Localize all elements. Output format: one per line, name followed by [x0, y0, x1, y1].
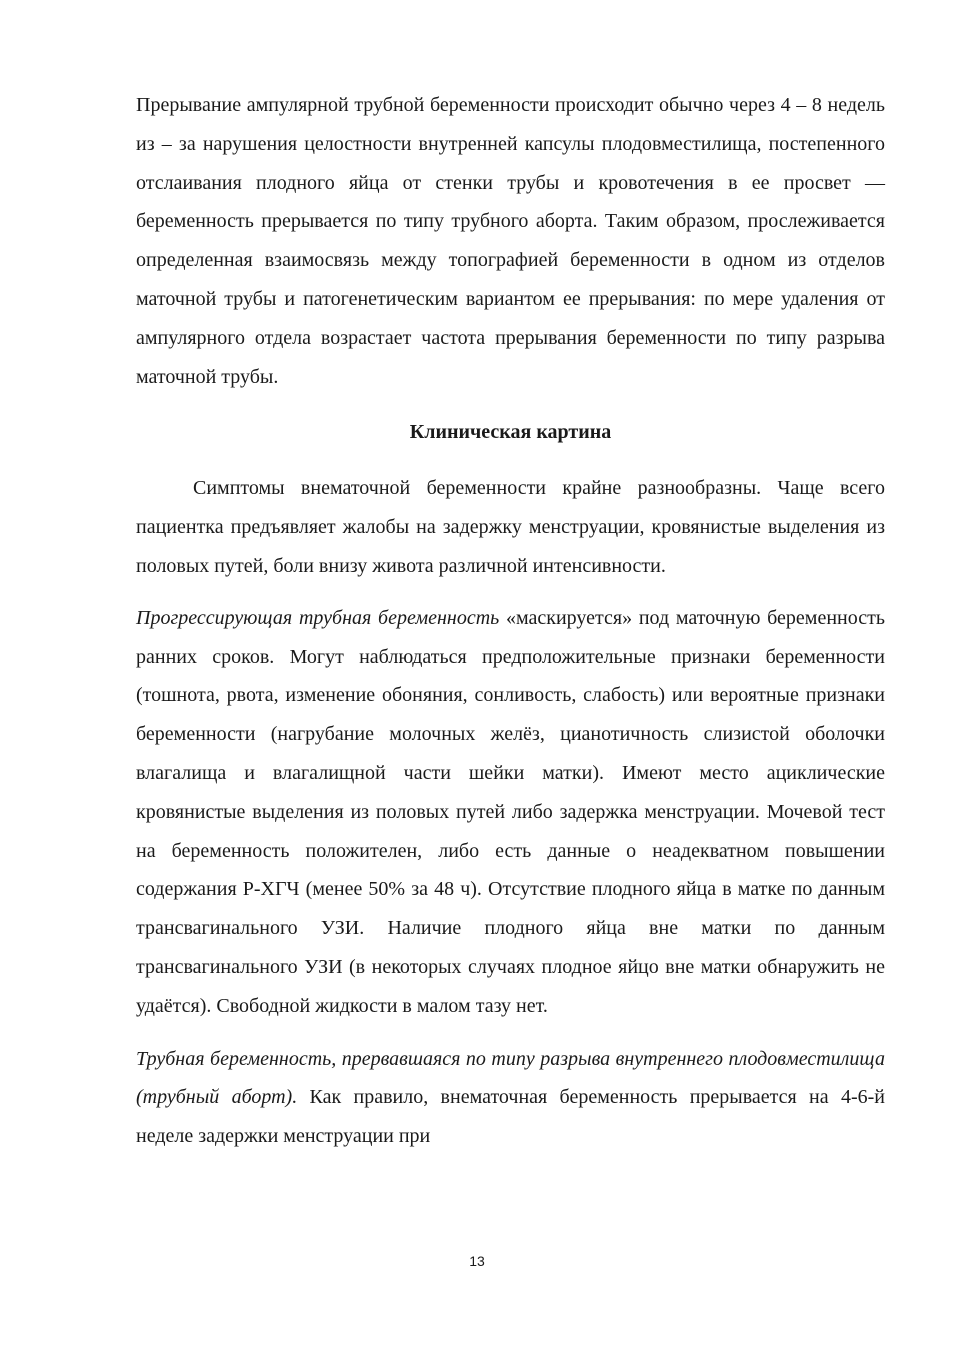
italic-term-tubal-abortion: Трубная беременность, прервавшаяся по типу разрыва внутреннего плодовместилища (трубный аборт). — [136, 1047, 885, 1109]
page-number: 13 — [469, 1253, 485, 1269]
paragraph-ampullary-interruption: Прерывание ампулярной трубной беременности происходит обычно через 4 – 8 недель из – за нарушения целостности внутренней капсулы плодовместилища, постепенного отслаивания плодного яйца от стенки трубы и кровотечения в ее просвет — беременность прерывается по типу трубного аборта. Таким образом, прослеживается определенная взаимосвязь между топографией беременности в одном из отделов маточной трубы и патогенетическим вариантом ее прерывания: по мере удаления от ампулярного отдела возрастает частота прерывания беременности по типу разрыва маточной трубы. — [136, 94, 885, 388]
paragraph-progressing-pregnancy — [136, 599, 885, 1026]
paragraph-tubal-abortion — [136, 1040, 885, 1156]
paragraph-symptoms: Симптомы внематочной беременности крайне разнообразны. Чаще всего пациентка предъявляет жалобы на задержку менструации, кровянистые выделения из половых путей, боли внизу живота различной интенсивности. — [136, 477, 885, 577]
paragraph-progressing-text: «маскируется» под маточную беременность ранних сроков. Могут наблюдаться предположительные признаки беременности (тошнота, рвота, изменение обоняния, сонливость, слабость) или вероятные признаки беременности (нагрубание молочных желёз, цианотичность слизистой оболочки влагалища и влагалищной части шейки матки). Имеют место ациклические кровянистые выделения из половых путей либо задержка менструации. Мочевой тест на беременность положителен, либо есть данные о неадекватном повышении содержания Р-ХГЧ (менее 50% за 48 ч). Отсутствие плодного яйца в матке по данным трансвагинального УЗИ. Наличие плодного яйца вне матки по данным трансвагинального УЗИ (в некоторых случаях плодное яйцо вне матки обнаружить не удаётся). Свободной жидкости в малом тазу нет. — [136, 606, 885, 1017]
italic-term-progressing: Прогрессирующая трубная беременность — [136, 606, 500, 629]
section-heading-clinical-picture: Клиническая картина — [409, 421, 612, 444]
paragraph-tubal-abortion-text: Как правило, внематочная беременность прерывается на 4-6-й неделе задержки менструации при — [136, 1086, 885, 1148]
page-content — [136, 86, 885, 1156]
